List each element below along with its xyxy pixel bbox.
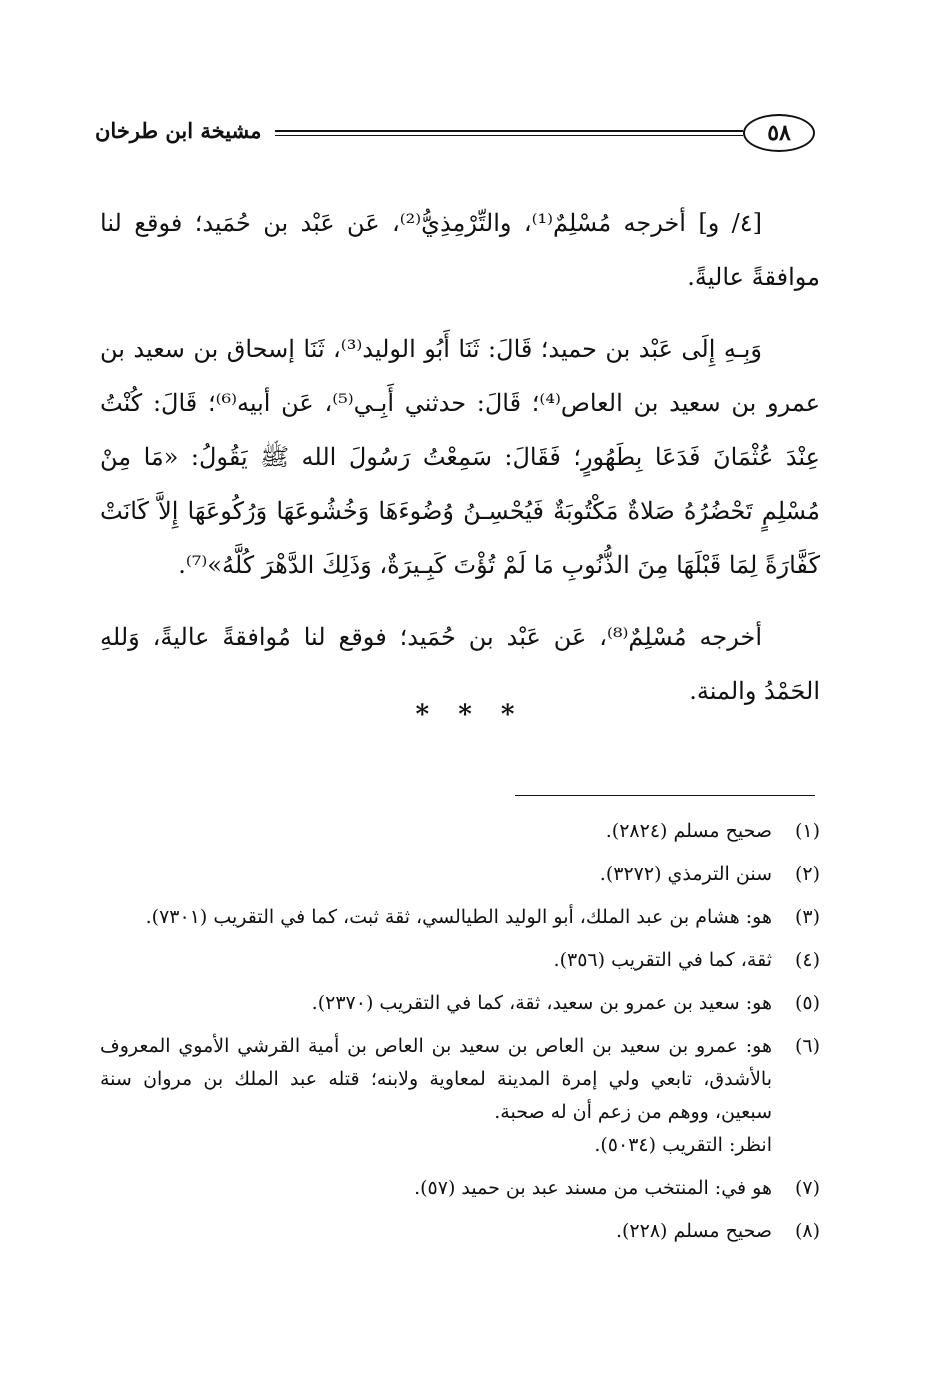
footnote-number: (٨) xyxy=(794,1220,820,1242)
paragraph-3: أخرجه مُسْلِمٌ⁽⁸⁾، عَن عَبْد بن حُمَيد؛ فوقع لنا مُوافقةً عاليةً، وَللهِ الحَمْدُ والمنة. xyxy=(100,623,820,705)
footnote-item xyxy=(100,815,820,848)
footnote-number: (٤) xyxy=(794,949,820,971)
footnote-number: (٦) xyxy=(794,1035,820,1057)
footnote-number: (٣) xyxy=(794,906,820,928)
footnote-text: هو: هشام بن عبد الملك، أبو الوليد الطيالسي، ثقة ثبت، كما في التقريب (٧٣٠١). xyxy=(145,906,772,928)
footnote-text: هو في: المنتخب من مسند عبد بن حميد (٥٧). xyxy=(414,1177,772,1199)
page-number-badge xyxy=(743,114,815,152)
paragraph-2: وَبِـهِ إِلَى عَبْد بن حميد؛ قَالَ: ثَنَا أَبُو الوليد⁽³⁾، ثَنَا إسحاق بن سعيد بن عمرو بن سعيد بن العاص⁽⁴⁾؛ قَالَ: حدثني أَبِـي⁽⁵⁾، عَن أبيه⁽⁶⁾؛ قَالَ: كُنْتُ عِنْدَ عُثْمَانَ فَدَعَا بِطَهُورٍ؛ فَقَالَ: سَمِعْتُ رَسُولَ الله ﷺ يَقُولُ: «مَا مِنْ مُسْلِمٍ تَحْضُرُهُ صَلاةٌ مَكْتُوبَةٌ فَيُحْسِـنُ وُضُوءَهَا وَخُشُوعَهَا وَرُكُوعَهَا إِلاَّ كَانَتْ كَفَّارَةً لِمَا قَبْلَهَا مِنَ الذُّنُوبِ مَا لَمْ تُؤْتَ كَبِـيرَةٌ، وَذَلِكَ الدَّهْرَ كُلَّهُ»⁽⁷⁾. xyxy=(100,335,821,579)
footnote-item xyxy=(100,987,820,1020)
footnote-reference: انظر: التقريب (٥٠٣٤). xyxy=(594,1134,772,1156)
footnote-text: صحيح مسلم (٢٢٨). xyxy=(615,1220,772,1242)
footnote-number: (٥) xyxy=(794,992,820,1014)
footnote-text: هو: سعيد بن عمرو بن سعيد، ثقة، كما في التقريب (٢٣٧٠). xyxy=(311,992,772,1014)
footnote-text-group xyxy=(100,1030,772,1162)
page-header xyxy=(95,112,815,156)
footnote-number: (١) xyxy=(794,820,820,842)
footnote-number: (٧) xyxy=(794,1177,820,1199)
footnote-item xyxy=(100,1215,820,1248)
header-rule xyxy=(275,130,743,136)
footnote-item xyxy=(100,1030,820,1162)
footnote-divider xyxy=(515,795,815,796)
paragraph-1: [٤/ و] أخرجه مُسْلِمٌ⁽¹⁾، والتِّرْمِذِيُّ⁽²⁾، عَن عَبْد بن حُمَيد؛ فوقع لنا موافقةً عاليةً. xyxy=(100,209,820,291)
main-text xyxy=(100,196,820,736)
footnote-text: هو: عمرو بن سعيد بن العاص بن سعيد بن العاص بن أمية القرشي الأموي المعروف بالأشدق، تابعي ولي إمرة المدينة لمعاوية ولابنه؛ قتله عبد الملك بن مروان سنة سبعين، ووهم من زعم أن له صحبة. xyxy=(100,1035,772,1123)
footnote-item xyxy=(100,901,820,934)
book-title: مشيخة ابن طرخان xyxy=(95,118,262,143)
footnote-text: صحيح مسلم (٢٨٢٤). xyxy=(605,820,772,842)
footnote-item xyxy=(100,858,820,891)
footnote-text: ثقة، كما في التقريب (٣٥٦). xyxy=(553,949,772,971)
section-separator: * * * xyxy=(415,700,525,730)
footnote-number: (٢) xyxy=(794,863,820,885)
footnote-item xyxy=(100,1172,820,1205)
footnotes-list xyxy=(100,815,820,1258)
footnote-text: سنن الترمذي (٣٢٧٢). xyxy=(599,863,772,885)
page-number: ٥٨ xyxy=(767,120,791,146)
footnote-item xyxy=(100,944,820,977)
